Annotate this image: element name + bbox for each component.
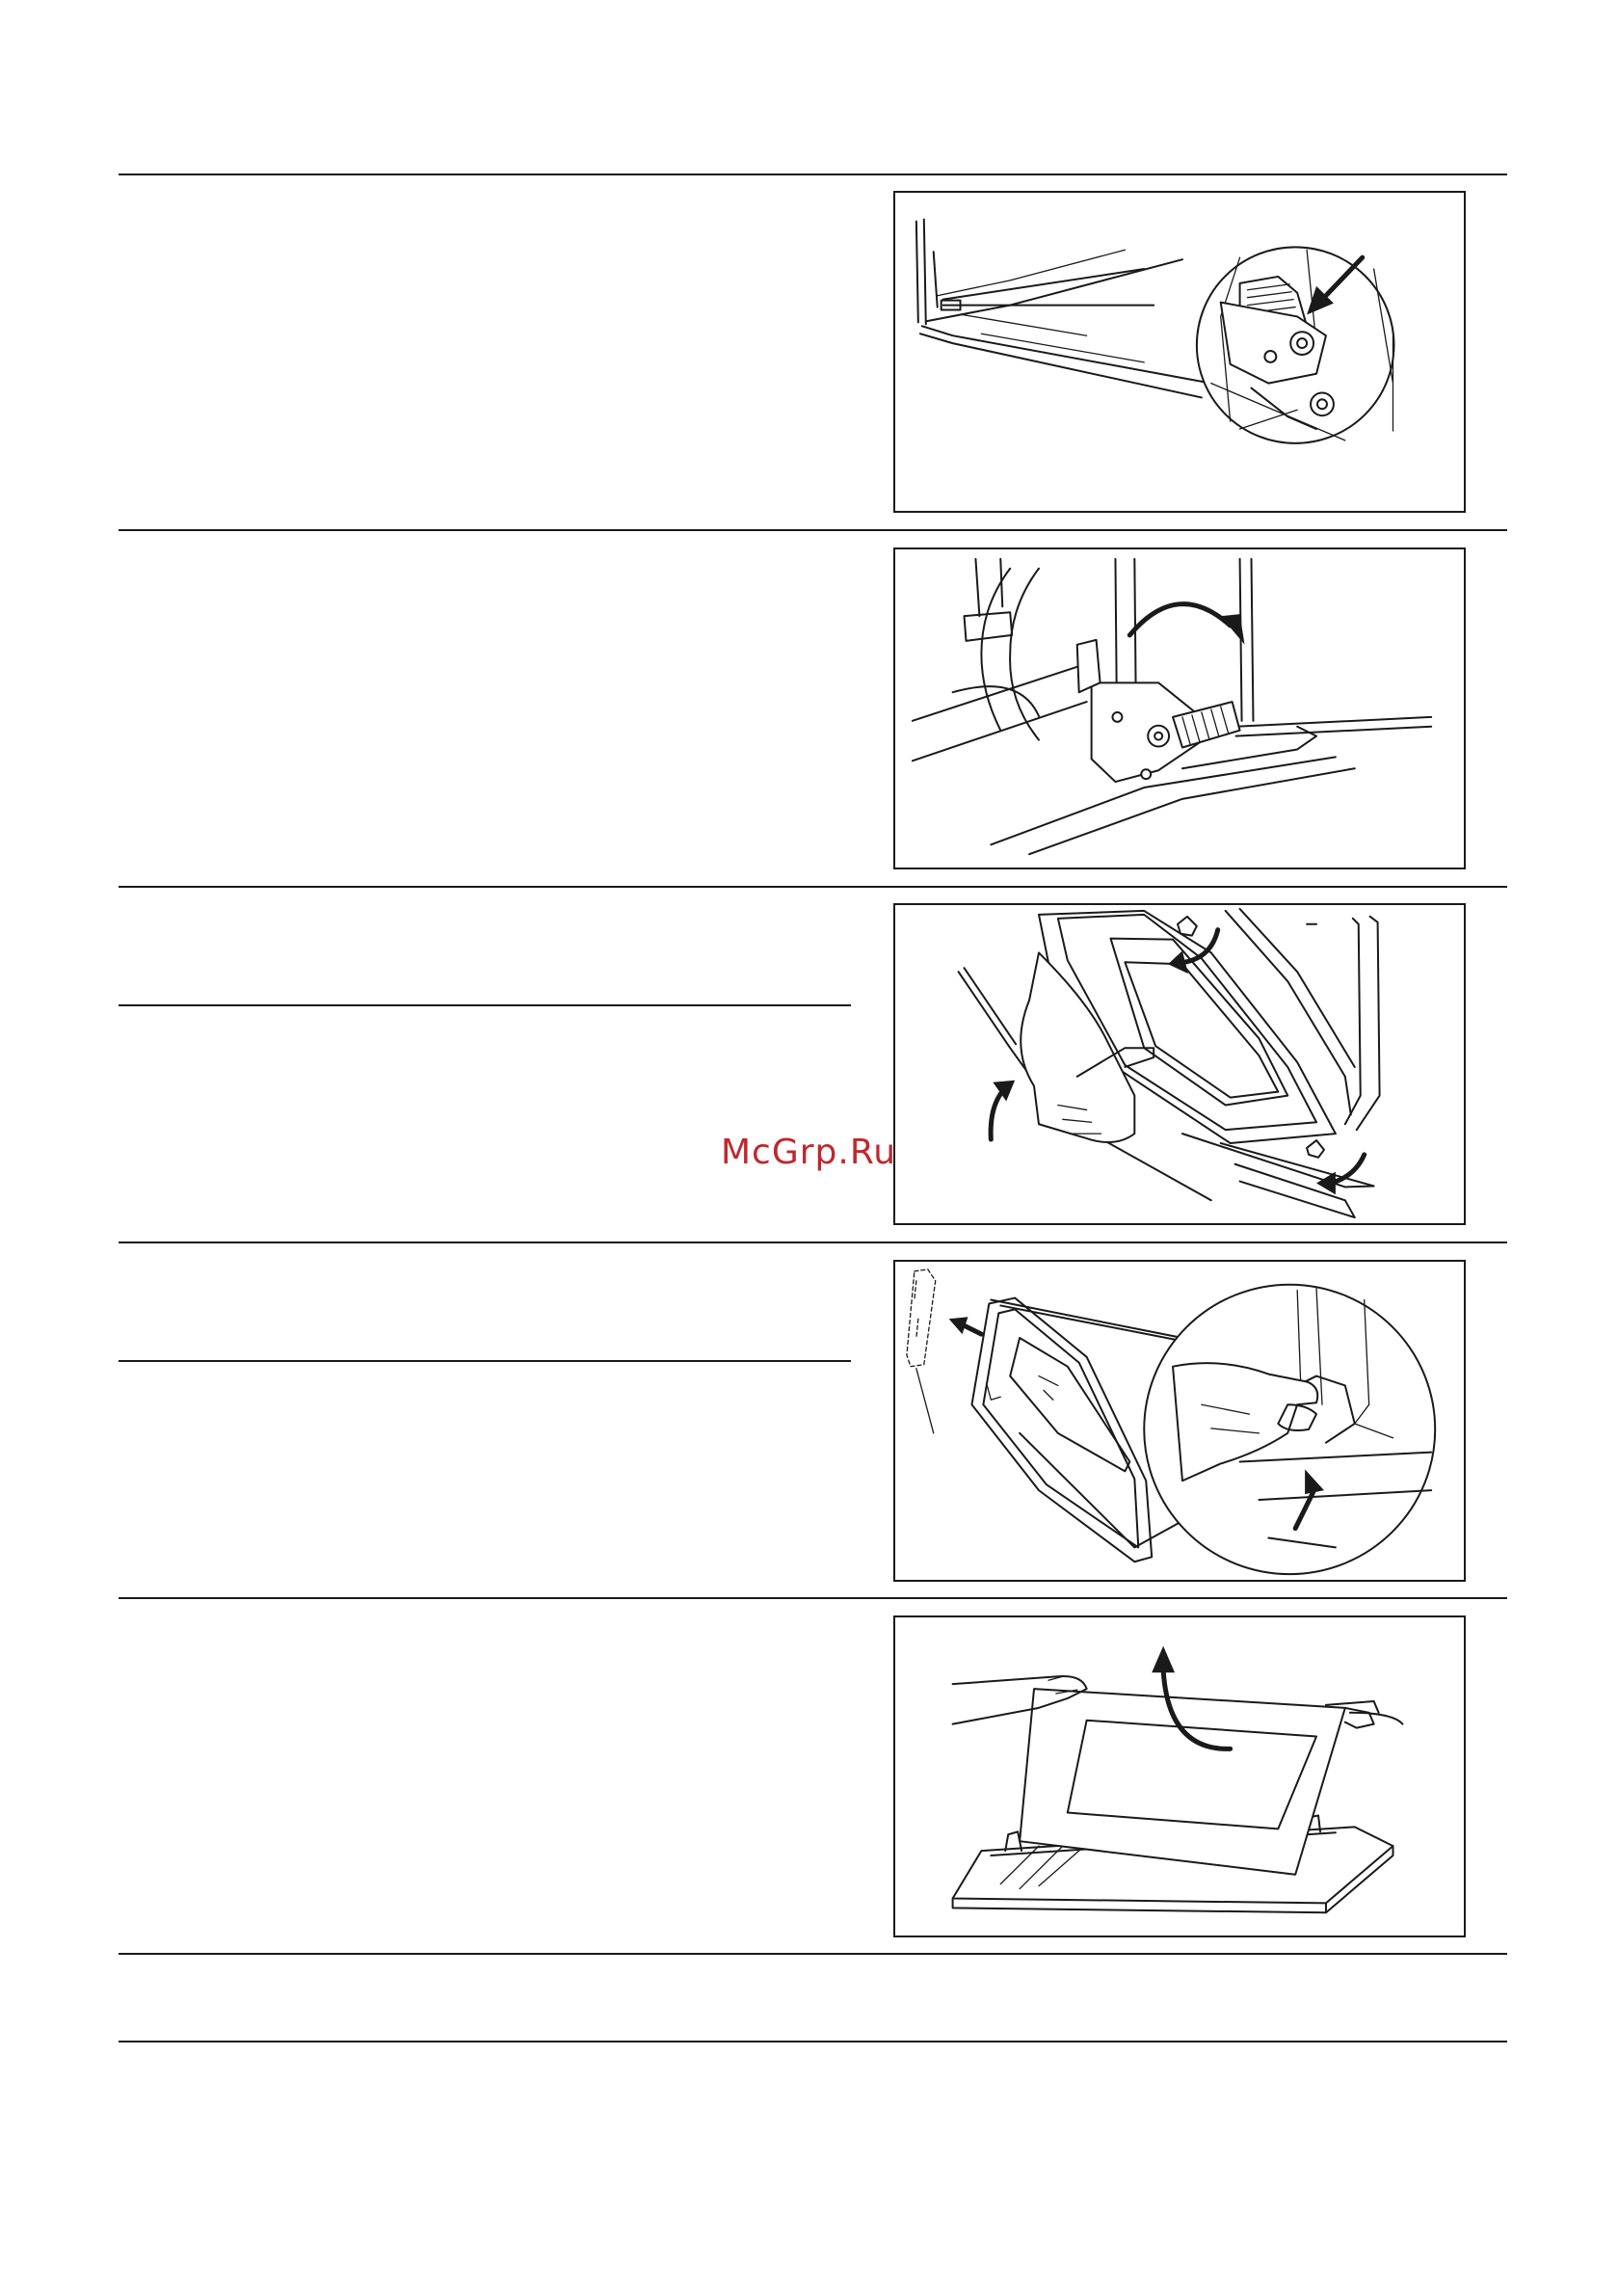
section-rule [119,1241,1507,1243]
section-sub-rule [119,1004,851,1006]
remove-door-trim-illustration [895,1262,1464,1580]
section-rule [119,1597,1507,1599]
section-sub-rule [119,1360,851,1362]
figure-hinge-detail [893,191,1466,513]
remove-glass-panel-illustration [895,1617,1464,1936]
figure-hinge-rotate [893,547,1466,869]
hinge-lever-detail-illustration [895,193,1464,511]
section-rule [119,1953,1507,1955]
figure-door-lift [893,903,1466,1225]
section-rule [119,886,1507,888]
section-rule [119,529,1507,531]
section-rule [119,2041,1507,2042]
section-rule [119,174,1507,175]
figure-door-trim [893,1260,1466,1582]
figure-glass-panel [893,1615,1466,1937]
watermark: McGrp.Ru [721,1133,897,1172]
lift-door-off-illustration [895,905,1464,1223]
hinge-lever-rotate-illustration [895,549,1464,868]
